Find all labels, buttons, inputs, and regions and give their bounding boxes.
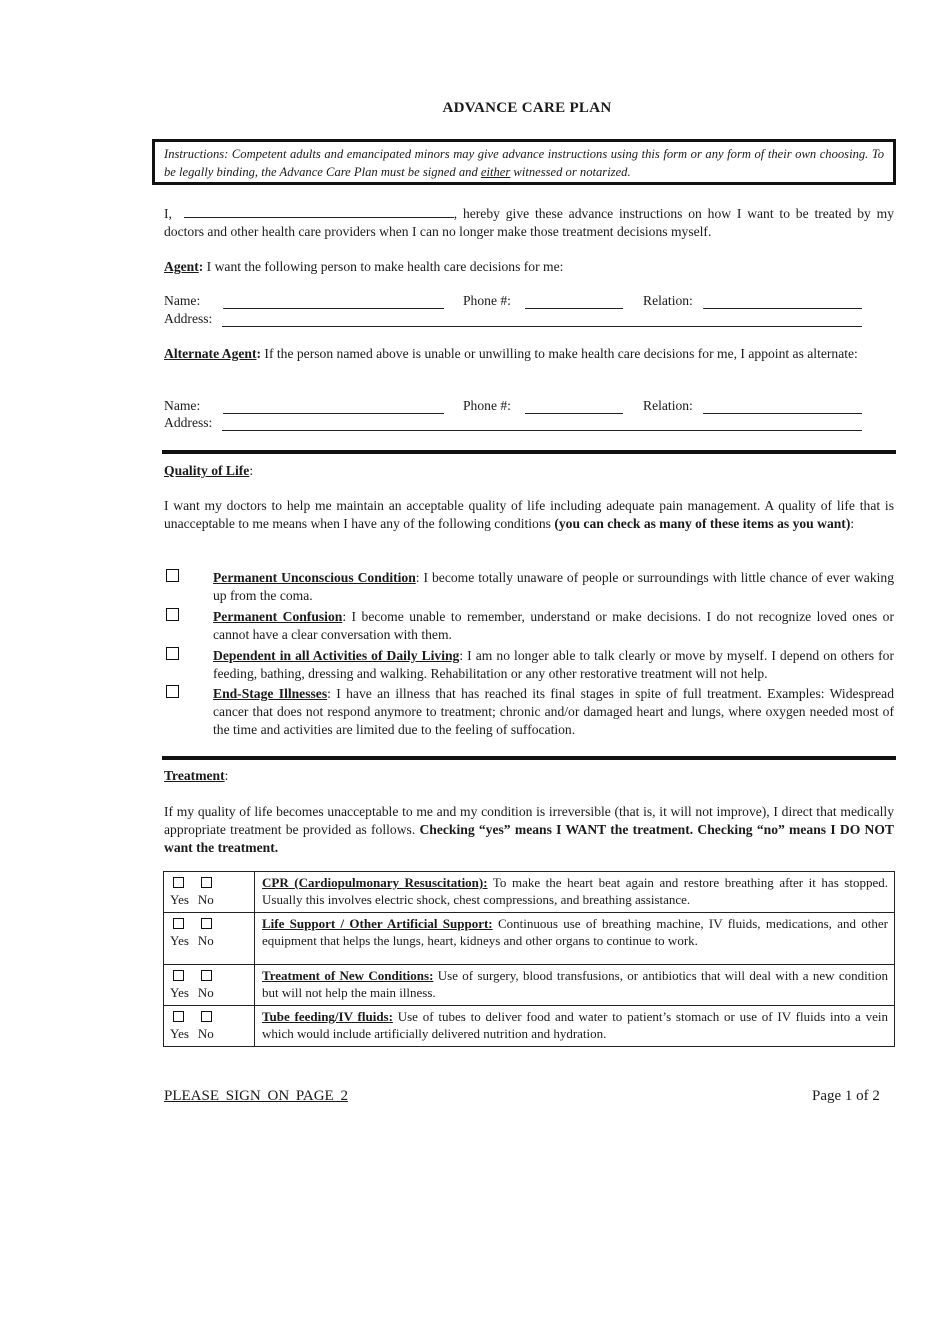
sign-on-page-2-note: PLEASE SIGN ON PAGE 2 — [164, 1088, 348, 1104]
intro-suffix: , hereby give these advance instructions on how I want to be treated by my doctors and other health care providers when I can no longer make those treatment decisions myself. — [164, 206, 894, 239]
section-divider — [162, 450, 896, 454]
quality-item-text: I have an illness that has reached its final stages in spite of full treatment. Examples: Widespread cancer that does not respond anymore to treatment; chronic and/or damaged heart and lungs, where oxygen needed most of the time and activities are limited due to the feeling of suffocation. — [213, 686, 895, 737]
treatment-description — [255, 872, 895, 913]
checkbox-permanent-unconscious[interactable] — [166, 569, 179, 582]
quality-item-title: Dependent in all Activities of Daily Living — [213, 648, 460, 663]
table-row — [164, 913, 895, 965]
no-label: No — [197, 1026, 214, 1041]
alternate-relation-label: Relation: — [643, 398, 693, 413]
treatment-heading: Treatment — [164, 768, 225, 783]
intro-prefix: I, — [164, 206, 172, 221]
treatment-description — [255, 1006, 895, 1047]
alternate-relation-field[interactable] — [703, 401, 862, 414]
instructions-box — [152, 139, 896, 185]
quality-intro — [164, 497, 894, 533]
yes-label: Yes — [170, 892, 189, 907]
agent-phone-field[interactable] — [525, 296, 623, 309]
alternate-name-field[interactable] — [223, 401, 444, 414]
treatment-intro-bold: Checking “yes” means I WANT the treatment. Checking “no” means I DO NOT want the treatment. — [164, 822, 894, 855]
alternate-phone-field[interactable] — [525, 401, 623, 414]
yes-no-cell — [164, 872, 255, 913]
life-support-no-checkbox[interactable] — [201, 918, 212, 929]
section-divider — [162, 756, 896, 760]
treatment-description — [255, 913, 895, 965]
instructions-text-2: witnessed or notarized. — [510, 165, 631, 179]
quality-item-permanent-unconscious: Permanent Unconscious Condition: I become totally unaware of people or surroundings with little chance of ever waking up from the coma. — [213, 570, 894, 603]
alternate-agent-section: Alternate Agent: If the person named above is unable or unwilling to make health care decisions for me, I appoint as alternate: — [164, 346, 858, 361]
treatment-heading-wrap: Treatment: — [164, 768, 229, 783]
checkbox-permanent-confusion[interactable] — [166, 608, 179, 621]
quality-item-end-stage-illness: End-Stage Illnesses: I have an illness that has reached its final stages in spite of full treatment. Examples: Widespread cancer that does not respond anymore to treatment; chronic and/or damaged heart and lungs, where oxygen needed most of the time and activities are limited due to the feeling of suffocation. — [213, 686, 895, 737]
checkbox-end-stage-illness[interactable] — [166, 685, 179, 698]
treatment-title: CPR (Cardiopulmonary Resuscitation): — [262, 875, 488, 890]
quality-item-title: End-Stage Illnesses — [213, 686, 328, 701]
yes-label: Yes — [170, 985, 189, 1000]
instructions-either: either — [480, 165, 511, 179]
quality-intro-bold: (you can check as many of these items as you want) — [554, 516, 851, 531]
treatment-title: Tube feeding/IV fluids: — [262, 1009, 393, 1024]
page-title: ADVANCE CARE PLAN — [442, 100, 612, 116]
treatment-description — [255, 965, 895, 1006]
quality-heading-wrap: Quality of Life: — [164, 463, 254, 478]
quality-intro-end: : — [850, 516, 855, 531]
new-conditions-no-checkbox[interactable] — [201, 970, 212, 981]
yes-label: Yes — [170, 1026, 189, 1041]
alternate-address-field[interactable] — [222, 418, 862, 431]
quality-item-text: I become unable to remember, understand or make decisions. I do not recognize loved ones or cannot have a clear conversation with them. — [213, 609, 894, 642]
no-label: No — [197, 933, 214, 948]
alternate-address-label: Address: — [164, 415, 213, 430]
quality-of-life-heading: Quality of Life — [164, 463, 250, 478]
tube-feeding-no-checkbox[interactable] — [201, 1011, 212, 1022]
alternate-name-label: Name: — [164, 398, 201, 413]
quality-item-title: Permanent Confusion — [213, 609, 343, 624]
quality-item-dependent-adl: Dependent in all Activities of Daily Living: I am no longer able to talk clearly or move by myself. I depend on others for feeding, bathing, dressing and walking. Rehabilitation or any other restorative treatment will not help. — [213, 648, 894, 681]
treatment-text: To make the heart beat again and restore breathing after it has stopped. Usually this involves electric shock, chest compressions, and breathing assistance. — [262, 875, 888, 907]
checkbox-dependent-adl[interactable] — [166, 647, 179, 660]
page-number: Page 1 of 2 — [812, 1088, 880, 1104]
table-row — [164, 1006, 895, 1047]
yes-no-cell — [164, 965, 255, 1006]
agent-section: Agent: I want the following person to make health care decisions for me: — [164, 259, 564, 274]
treatment-intro-text: If my quality of life becomes unacceptable to me and my condition is irreversible (that is, it will not improve), I direct that medically appropriate treatment be provided as follows. — [164, 804, 894, 837]
alternate-phone-label: Phone #: — [463, 398, 511, 413]
agent-heading: Agent — [164, 259, 199, 274]
life-support-yes-checkbox[interactable] — [173, 918, 184, 929]
agent-relation-label: Relation: — [643, 293, 693, 308]
quality-intro-text: I want my doctors to help me maintain an acceptable quality of life including adequate pain management. A quality of life that is unacceptable to me means when I have any of the following conditions — [164, 498, 894, 531]
alternate-agent-text: If the person named above is unable or unwilling to make health care decisions for me, I appoint as alternate: — [261, 346, 858, 361]
agent-name-label: Name: — [164, 293, 201, 308]
treatment-text: Use of surgery, blood transfusions, or antibiotics that will deal with a new condition but will not help the main illness. — [262, 968, 888, 1000]
agent-name-field[interactable] — [223, 296, 444, 309]
tube-feeding-yes-checkbox[interactable] — [173, 1011, 184, 1022]
treatment-title: Treatment of New Conditions: — [262, 968, 434, 983]
agent-text: I want the following person to make health care decisions for me: — [203, 259, 564, 274]
no-label: No — [197, 985, 214, 1000]
intro-paragraph — [164, 205, 894, 241]
alternate-agent-heading: Alternate Agent — [164, 346, 257, 361]
quality-item-permanent-confusion: Permanent Confusion: I become unable to remember, understand or make decisions. I do not recognize loved ones or cannot have a clear conversation with them. — [213, 609, 894, 642]
yes-label: Yes — [170, 933, 189, 948]
treatment-table — [163, 871, 895, 1047]
agent-phone-label: Phone #: — [463, 293, 511, 308]
table-row — [164, 872, 895, 913]
quality-item-text: I become totally unaware of people or surroundings with little chance of ever waking up from the coma. — [213, 570, 894, 603]
table-row — [164, 965, 895, 1006]
quality-item-title: Permanent Unconscious Condition — [213, 570, 416, 585]
treatment-title: Life Support / Other Artificial Support: — [262, 916, 493, 931]
yes-no-cell — [164, 1006, 255, 1047]
new-conditions-yes-checkbox[interactable] — [173, 970, 184, 981]
agent-address-label: Address: — [164, 311, 213, 326]
treatment-text: Use of tubes to deliver food and water to patient’s stomach or use of IV fluids into a vein which would include artificially delivered nutrition and hydration. — [262, 1009, 888, 1041]
agent-relation-field[interactable] — [703, 296, 862, 309]
quality-item-text: I am no longer able to talk clearly or move by myself. I depend on others for feeding, bathing, dressing and walking. Rehabilitation or any other restorative treatment will not help. — [213, 648, 894, 681]
cpr-no-checkbox[interactable] — [201, 877, 212, 888]
treatment-intro — [164, 803, 894, 857]
declarant-name-field[interactable] — [184, 205, 454, 218]
cpr-yes-checkbox[interactable] — [173, 877, 184, 888]
agent-address-field[interactable] — [222, 314, 862, 327]
no-label: No — [197, 892, 214, 907]
instructions-text-1: Instructions: Competent adults and emancipated minors may give advance instructions using this form or any form of their own choosing. To be legally binding, the Advance Care Plan must be signed and — [164, 147, 884, 179]
treatment-text: Continuous use of breathing machine, IV fluids, medications, and other equipment that helps the lungs, heart, kidneys and other organs to continue to work. — [262, 916, 888, 948]
yes-no-cell — [164, 913, 255, 965]
